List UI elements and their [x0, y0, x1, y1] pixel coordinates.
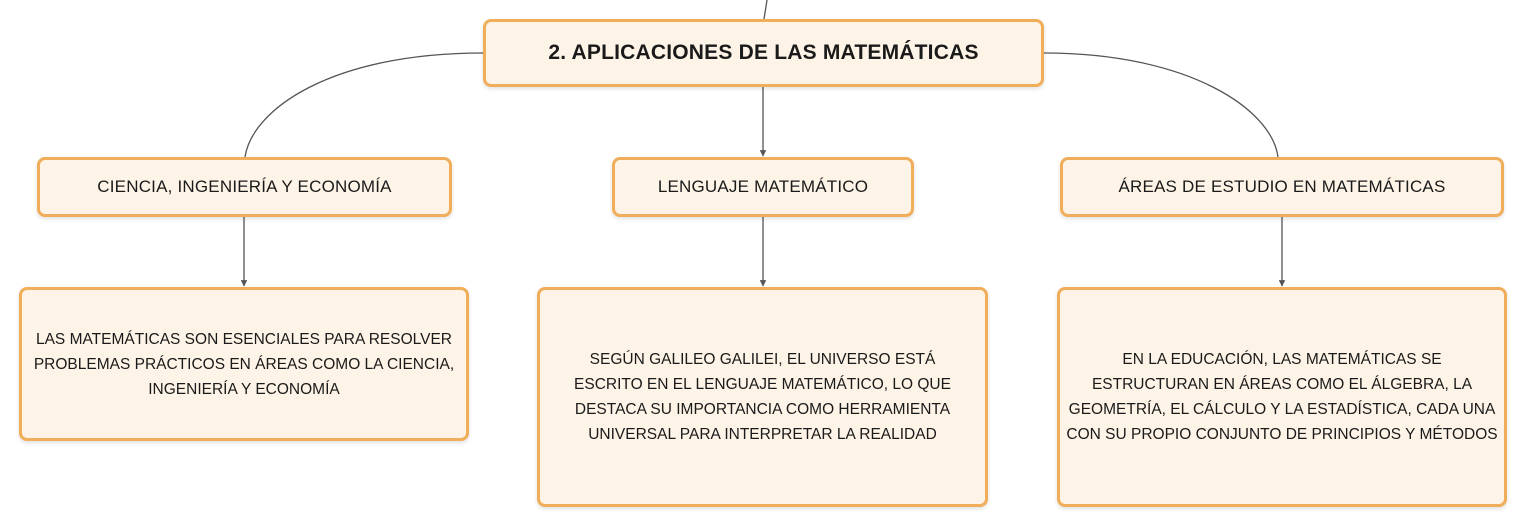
branch-node-areas[interactable] — [1060, 157, 1504, 217]
root-node-label: 2. APLICACIONES DE LAS MATEMÁTICAS — [548, 41, 979, 64]
detail-node-text: SEGÚN GALILEO GALILEI, EL UNIVERSO ESTÁ ESCRITO EN EL LENGUAJE MATEMÁTICO, LO QUE DESTACA SU IMPORTANCIA COMO HERRAMIENTA UNIVERSAL PARA INTERPRETAR LA REALIDAD — [574, 351, 951, 443]
detail-node-ciencia[interactable] — [19, 287, 469, 441]
detail-node-lenguaje[interactable] — [537, 287, 988, 507]
branch-node-label: CIENCIA, INGENIERÍA Y ECONOMÍA — [97, 177, 392, 196]
detail-node-areas[interactable] — [1057, 287, 1507, 507]
connector-root-to-branch-1 — [245, 53, 483, 157]
branch-node-label: ÁREAS DE ESTUDIO EN MATEMÁTICAS — [1118, 177, 1446, 196]
root-node[interactable] — [483, 19, 1044, 87]
detail-node-text: EN LA EDUCACIÓN, LAS MATEMÁTICAS SE ESTRUCTURAN EN ÁREAS COMO EL ÁLGEBRA, LA GEOMETRÍA, EL CÁLCULO Y LA ESTADÍSTICA, CADA UNA CON SU PROPIO CONJUNTO DE PRINCIPIOS Y MÉTODOS — [1066, 351, 1498, 443]
connector-root-to-branch-3 — [1044, 53, 1278, 157]
branch-node-label: LENGUAJE MATEMÁTICO — [657, 177, 869, 196]
incoming-connector — [764, 0, 767, 19]
branch-node-lenguaje[interactable] — [612, 157, 914, 217]
detail-node-text: LAS MATEMÁTICAS SON ESENCIALES PARA RESOLVER PROBLEMAS PRÁCTICOS EN ÁREAS COMO LA CIENCIA, INGENIERÍA Y ECONOMÍA — [33, 330, 455, 398]
branch-node-ciencia[interactable] — [37, 157, 452, 217]
